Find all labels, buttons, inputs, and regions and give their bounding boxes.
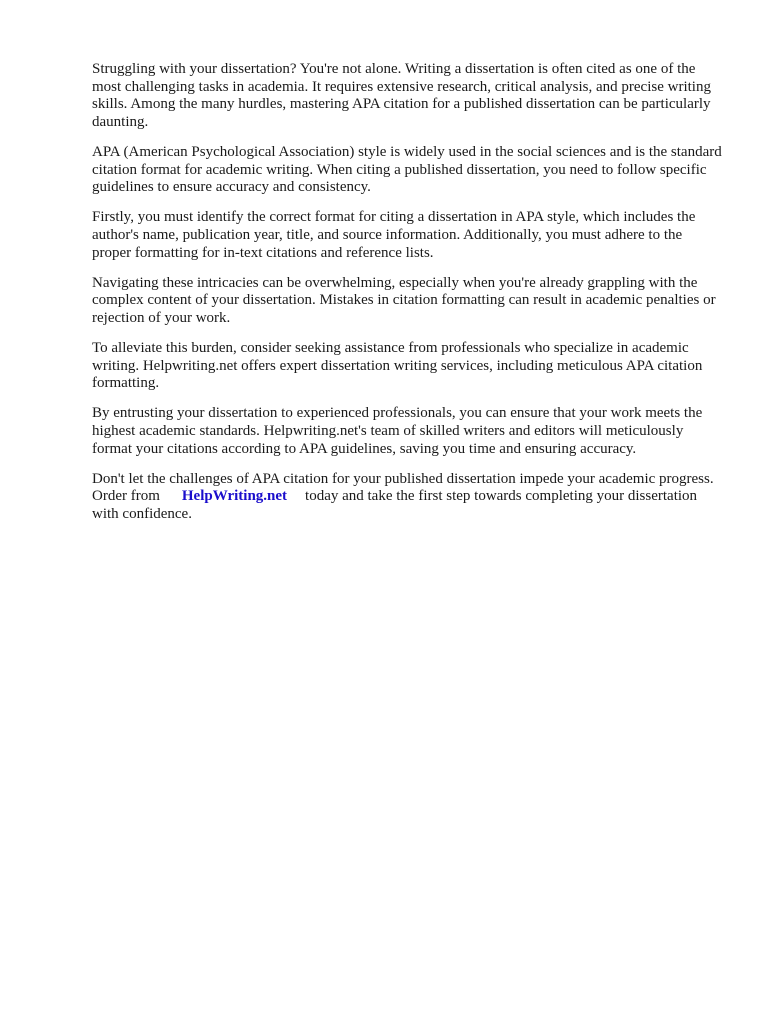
paragraph-apa-overview: APA (American Psychological Association) style is widely used in the social sciences and is the standard citation format for academic writing. When citing a published dissertation, you need to follow specific guidelines to ensure accuracy and consistency. [92,143,722,196]
closing-text-before-link: Don't let the challenges of APA citation for your published dissertation impede your academic progress. Order from [92,470,714,505]
paragraph-intro: Struggling with your dissertation? You're not alone. Writing a dissertation is often cited as one of the most challenging tasks in academia. It requires extensive research, critical analysis, and precise writing skills. Among the many hurdles, mastering APA citation for a published dissertation can be particularly daunting. [92,61,711,130]
paragraph-assistance: To alleviate this burden, consider seeking assistance from professionals who specialize in academic writing. Helpwriting.net offers expert dissertation writing services, including meticulous APA citation formatting. [92,340,703,392]
helpwriting-link[interactable]: HelpWriting.net [181,488,288,505]
paragraph-professionals: By entrusting your dissertation to experienced professionals, you can ensure that your work meets the highest academic standards. Helpwriting.net's team of skilled writers and editors will meticulously format your citations according to APA guidelines, saving you time and ensuring accuracy. [92,405,703,457]
closing-text-after-link: today and take the first step towards completing your dissertation with confidence. [92,488,698,523]
paragraph-closing [92,471,724,524]
paragraph-format-requirements: Firstly, you must identify the correct format for citing a dissertation in APA style, which includes the author's name, publication year, title, and source information. Additionally, you must adhere to the proper formatting for in-text citations and reference lists. [92,209,696,261]
document-page [92,61,724,536]
paragraph-challenges: Navigating these intricacies can be overwhelming, especially when you're already grappling with the complex content of your dissertation. Mistakes in citation formatting can result in academic penalties or rejection of your work. [92,274,716,326]
